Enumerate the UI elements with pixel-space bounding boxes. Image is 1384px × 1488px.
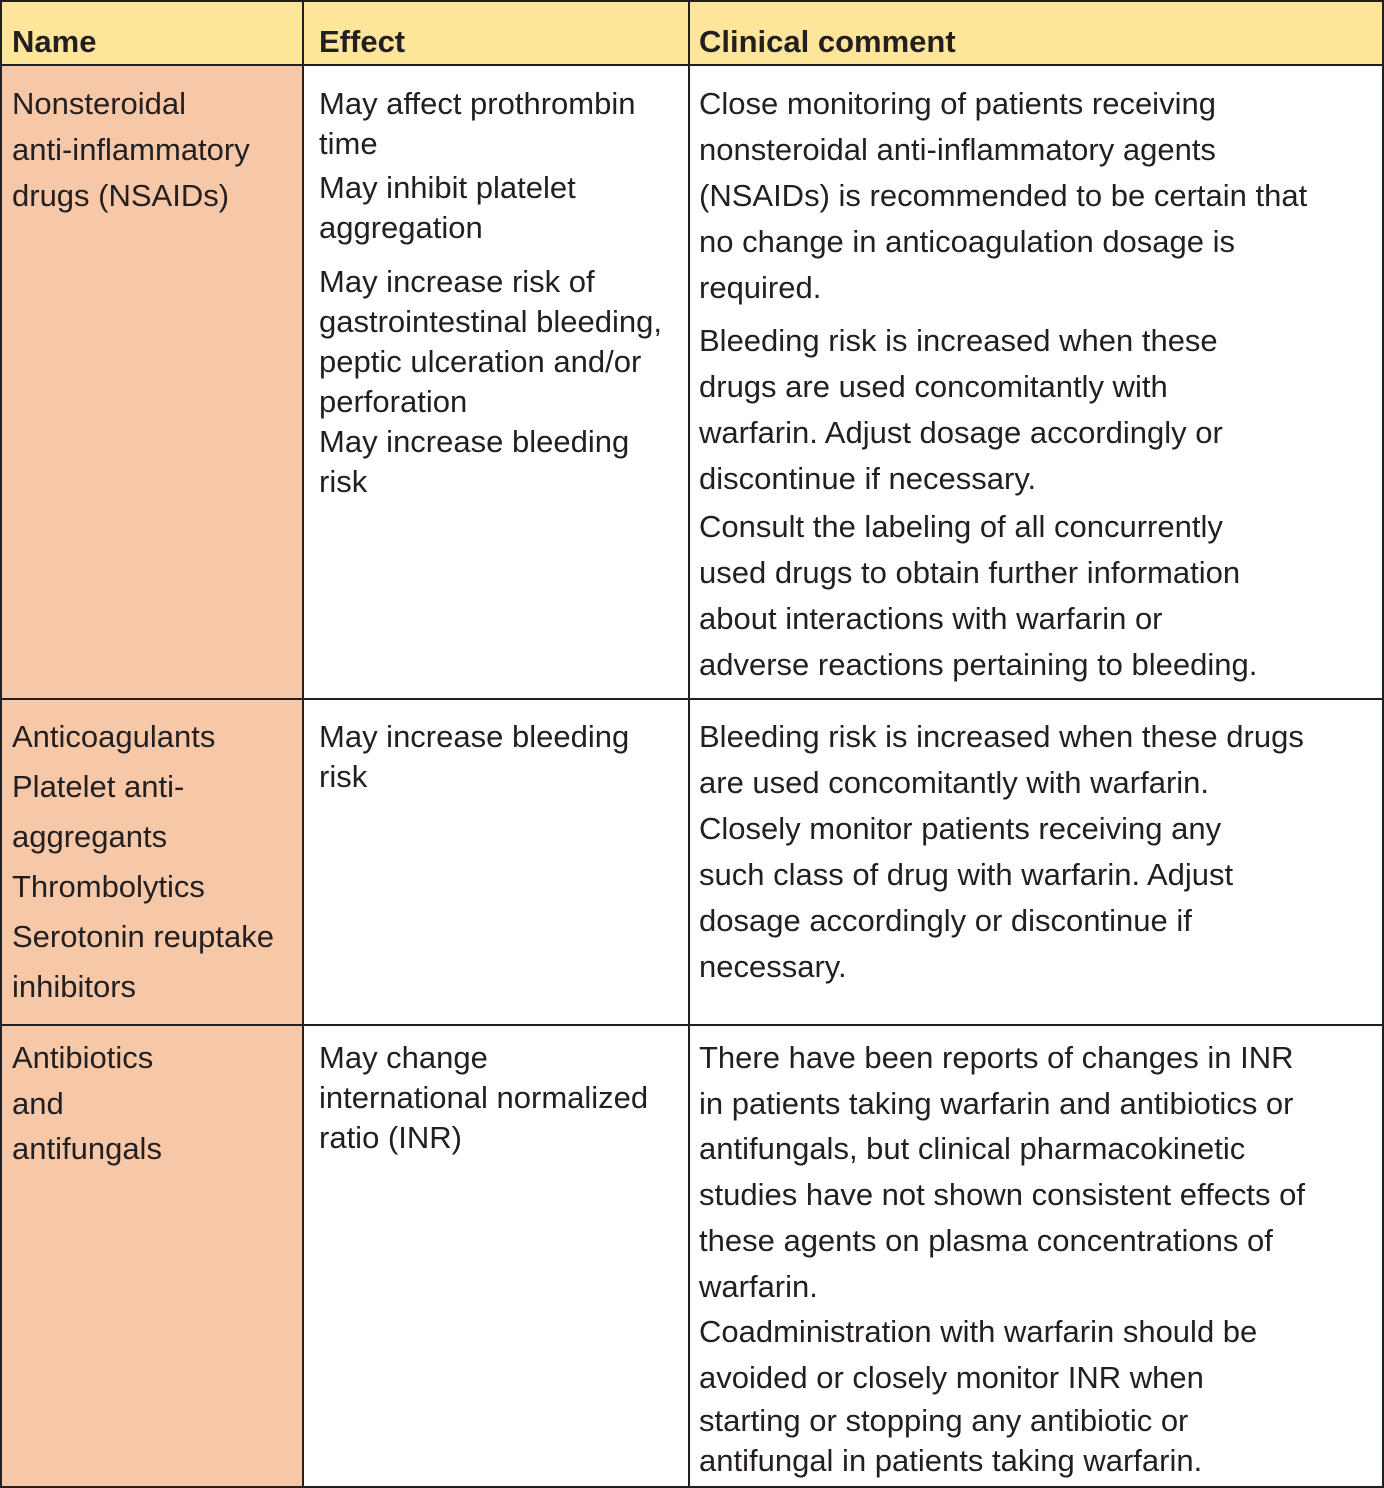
name-cell: [2, 66, 304, 698]
effect-line: May increase bleeding: [319, 719, 630, 754]
effect-line: gastrointestinal bleeding,: [319, 304, 662, 339]
table-row: [2, 1026, 1382, 1486]
header-name: Name: [2, 2, 304, 64]
effect-line: perforation: [319, 384, 468, 419]
comment-cell: [690, 700, 1382, 1024]
comment-line: in patients taking warfarin and antibiotics or: [699, 1085, 1294, 1121]
name-line: antifungals: [12, 1131, 162, 1167]
comment-line: Bleeding risk is increased when these: [699, 323, 1218, 358]
name-cell: [2, 1026, 304, 1486]
comment-line: discontinue if necessary.: [699, 461, 1037, 496]
comment-line: such class of drug with warfarin. Adjust: [699, 857, 1234, 892]
table-row: [2, 700, 1382, 1026]
comment-line: these agents on plasma concentrations of: [699, 1222, 1273, 1258]
comment-line: starting or stopping any antibiotic or: [699, 1402, 1189, 1438]
effect-line: May inhibit platelet: [319, 170, 576, 205]
comment-line: about interactions with warfarin or: [699, 601, 1163, 636]
comment-cell: [690, 1026, 1382, 1486]
comment-line: required.: [699, 270, 822, 305]
effect-line: aggregation: [319, 210, 483, 245]
header-effect: Effect: [304, 2, 690, 64]
name-line: Platelet anti-: [12, 769, 185, 804]
effect-line: peptic ulceration and/or: [319, 344, 642, 379]
effect-line: risk: [319, 464, 368, 499]
effect-line: May increase bleeding: [319, 424, 630, 459]
comment-line: adverse reactions pertaining to bleeding.: [699, 647, 1258, 682]
comment-line: are used concomitantly with warfarin.: [699, 765, 1210, 800]
comment-line: Close monitoring of patients receiving: [699, 86, 1216, 121]
comment-line: dosage accordingly or discontinue if: [699, 903, 1192, 938]
comment-line: (NSAIDs) is recommended to be certain that: [699, 178, 1308, 213]
effect-line: May change: [319, 1040, 488, 1075]
effect-line: ratio (INR): [319, 1120, 462, 1155]
comment-line: necessary.: [699, 949, 847, 984]
table-header-row: [2, 2, 1382, 66]
name-line: Nonsteroidal: [12, 86, 187, 121]
name-line: Serotonin reuptake: [12, 919, 274, 954]
name-line: and: [12, 1085, 64, 1121]
comment-line: Coadministration with warfarin should be: [699, 1314, 1258, 1350]
name-line: Anticoagulants: [12, 719, 216, 754]
comment-line: used drugs to obtain further information: [699, 555, 1241, 590]
effect-cell: [304, 700, 690, 1024]
comment-line: Bleeding risk is increased when these drugs: [699, 719, 1304, 754]
comment-line: avoided or closely monitor INR when: [699, 1359, 1204, 1395]
name-line: inhibitors: [12, 969, 137, 1004]
effect-line: international normalized: [319, 1080, 649, 1115]
effect-line: risk: [319, 759, 368, 794]
effect-cell: [304, 66, 690, 698]
comment-line: studies have not shown consistent effects of: [699, 1177, 1306, 1213]
table-row: [2, 66, 1382, 700]
comment-line: antifungal in patients taking warfarin.: [699, 1442, 1203, 1478]
comment-line: There have been reports of changes in INR: [699, 1040, 1294, 1075]
effect-cell: [304, 1026, 690, 1486]
comment-line: no change in anticoagulation dosage is: [699, 224, 1236, 259]
comment-line: antifungals, but clinical pharmacokinetic: [699, 1131, 1246, 1167]
comment-line: warfarin. Adjust dosage accordingly or: [699, 415, 1223, 450]
effect-line: May affect prothrombin: [319, 86, 636, 121]
name-line: drugs (NSAIDs): [12, 178, 230, 213]
comment-line: nonsteroidal anti-inflammatory agents: [699, 132, 1216, 167]
comment-line: Closely monitor patients receiving any: [699, 811, 1222, 846]
header-clinical-comment: Clinical comment: [699, 24, 956, 59]
name-cell: [2, 700, 304, 1024]
comment-line: Consult the labeling of all concurrently: [699, 509, 1223, 544]
comment-cell: [690, 66, 1382, 698]
name-line: anti-inflammatory: [12, 132, 250, 167]
effect-line: May increase risk of: [319, 264, 595, 299]
name-line: Thrombolytics: [12, 869, 205, 904]
comment-line: warfarin.: [699, 1268, 818, 1304]
name-line: aggregants: [12, 819, 168, 854]
name-line: Antibiotics: [12, 1040, 154, 1075]
effect-line: time: [319, 126, 378, 161]
comment-line: drugs are used concomitantly with: [699, 369, 1168, 404]
